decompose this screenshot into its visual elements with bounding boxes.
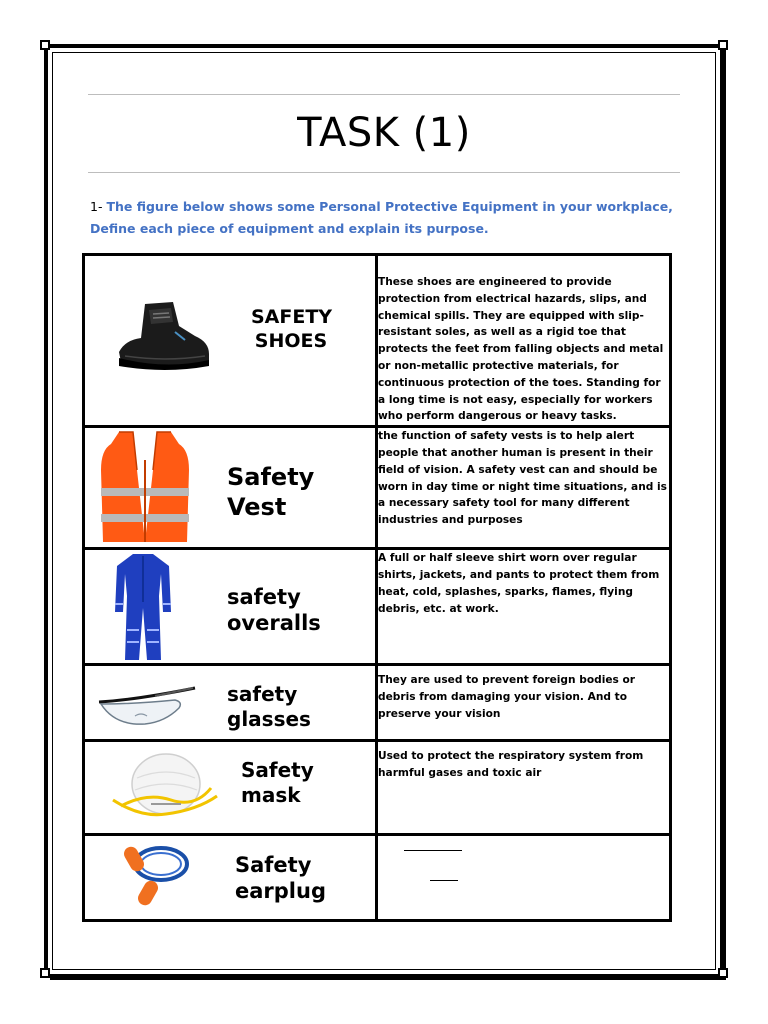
picture-cell xyxy=(84,255,377,427)
border-corner xyxy=(40,968,50,978)
row-label: safety overalls xyxy=(227,585,321,636)
row-label: SAFETY SHOES xyxy=(251,306,333,352)
safety-glasses-icon xyxy=(95,682,199,732)
row-label: Safety Vest xyxy=(227,463,315,522)
question xyxy=(90,196,680,240)
picture-cell xyxy=(84,549,377,665)
table-row xyxy=(84,665,671,741)
picture-cell xyxy=(84,665,377,741)
description-cell xyxy=(377,665,671,741)
picture-cell xyxy=(84,427,377,549)
page-title: TASK (1) xyxy=(297,110,471,156)
answer-blank-line xyxy=(404,850,462,851)
picture-cell xyxy=(84,835,377,921)
row-description: These shoes are engineered to provide protection from electrical hazards, slips, and chemical spills. They are equipped with slip-resistant soles, as well as a rigid toe that protects the feet from falling objects and metal or non-metallic protective materials, for continuous protection of the toes. Standing for a long time is not easy, especially for workers who perform dangerous or heavy tasks. xyxy=(378,276,664,423)
question-text: The figure below shows some Personal Protective Equipment in your workplace, Define each piece of equipment and explain its purpose. xyxy=(90,199,673,236)
page-border-shadow xyxy=(720,50,726,978)
table-row xyxy=(84,255,671,427)
description-cell xyxy=(377,741,671,835)
ppe-table xyxy=(82,253,672,922)
description-cell xyxy=(377,427,671,549)
border-corner xyxy=(40,40,50,50)
row-label: Safety earplug xyxy=(235,853,326,904)
table-row xyxy=(84,427,671,549)
row-label: Safety mask xyxy=(241,758,314,808)
title-rule-bottom xyxy=(88,172,680,173)
picture-cell xyxy=(84,741,377,835)
earplug-icon xyxy=(117,840,193,912)
row-description: A full or half sleeve shirt worn over regular shirts, jackets, and pants to protect them from heat, cold, splashes, sparks, flames, flying debris, etc. at work. xyxy=(378,552,660,615)
row-label: safety glasses xyxy=(227,682,311,732)
safety-vest-icon xyxy=(97,430,193,546)
description-cell xyxy=(377,549,671,665)
dust-mask-icon xyxy=(111,748,221,828)
table-row xyxy=(84,741,671,835)
safety-shoe-icon xyxy=(115,296,215,376)
page-border-shadow xyxy=(50,974,726,980)
title-rule-top xyxy=(88,94,680,95)
row-description: They are used to prevent foreign bodies or debris from damaging your vision. And to preserve your vision xyxy=(378,674,636,720)
question-number: 1- xyxy=(90,199,103,214)
row-description: Used to protect the respiratory system from harmful gases and toxic air xyxy=(378,750,644,779)
row-description: the function of safety vests is to help alert people that another human is present in their field of vision. A safety vest can and should be worn in day time or night time situations, and is a necessary safety tool for many different industries and purposes xyxy=(378,430,667,527)
border-corner xyxy=(718,40,728,50)
table-row xyxy=(84,549,671,665)
overalls-icon xyxy=(113,552,173,662)
answer-blank-line xyxy=(430,880,458,881)
description-cell xyxy=(377,835,671,921)
border-corner xyxy=(718,968,728,978)
description-cell xyxy=(377,255,671,427)
table-row xyxy=(84,835,671,921)
